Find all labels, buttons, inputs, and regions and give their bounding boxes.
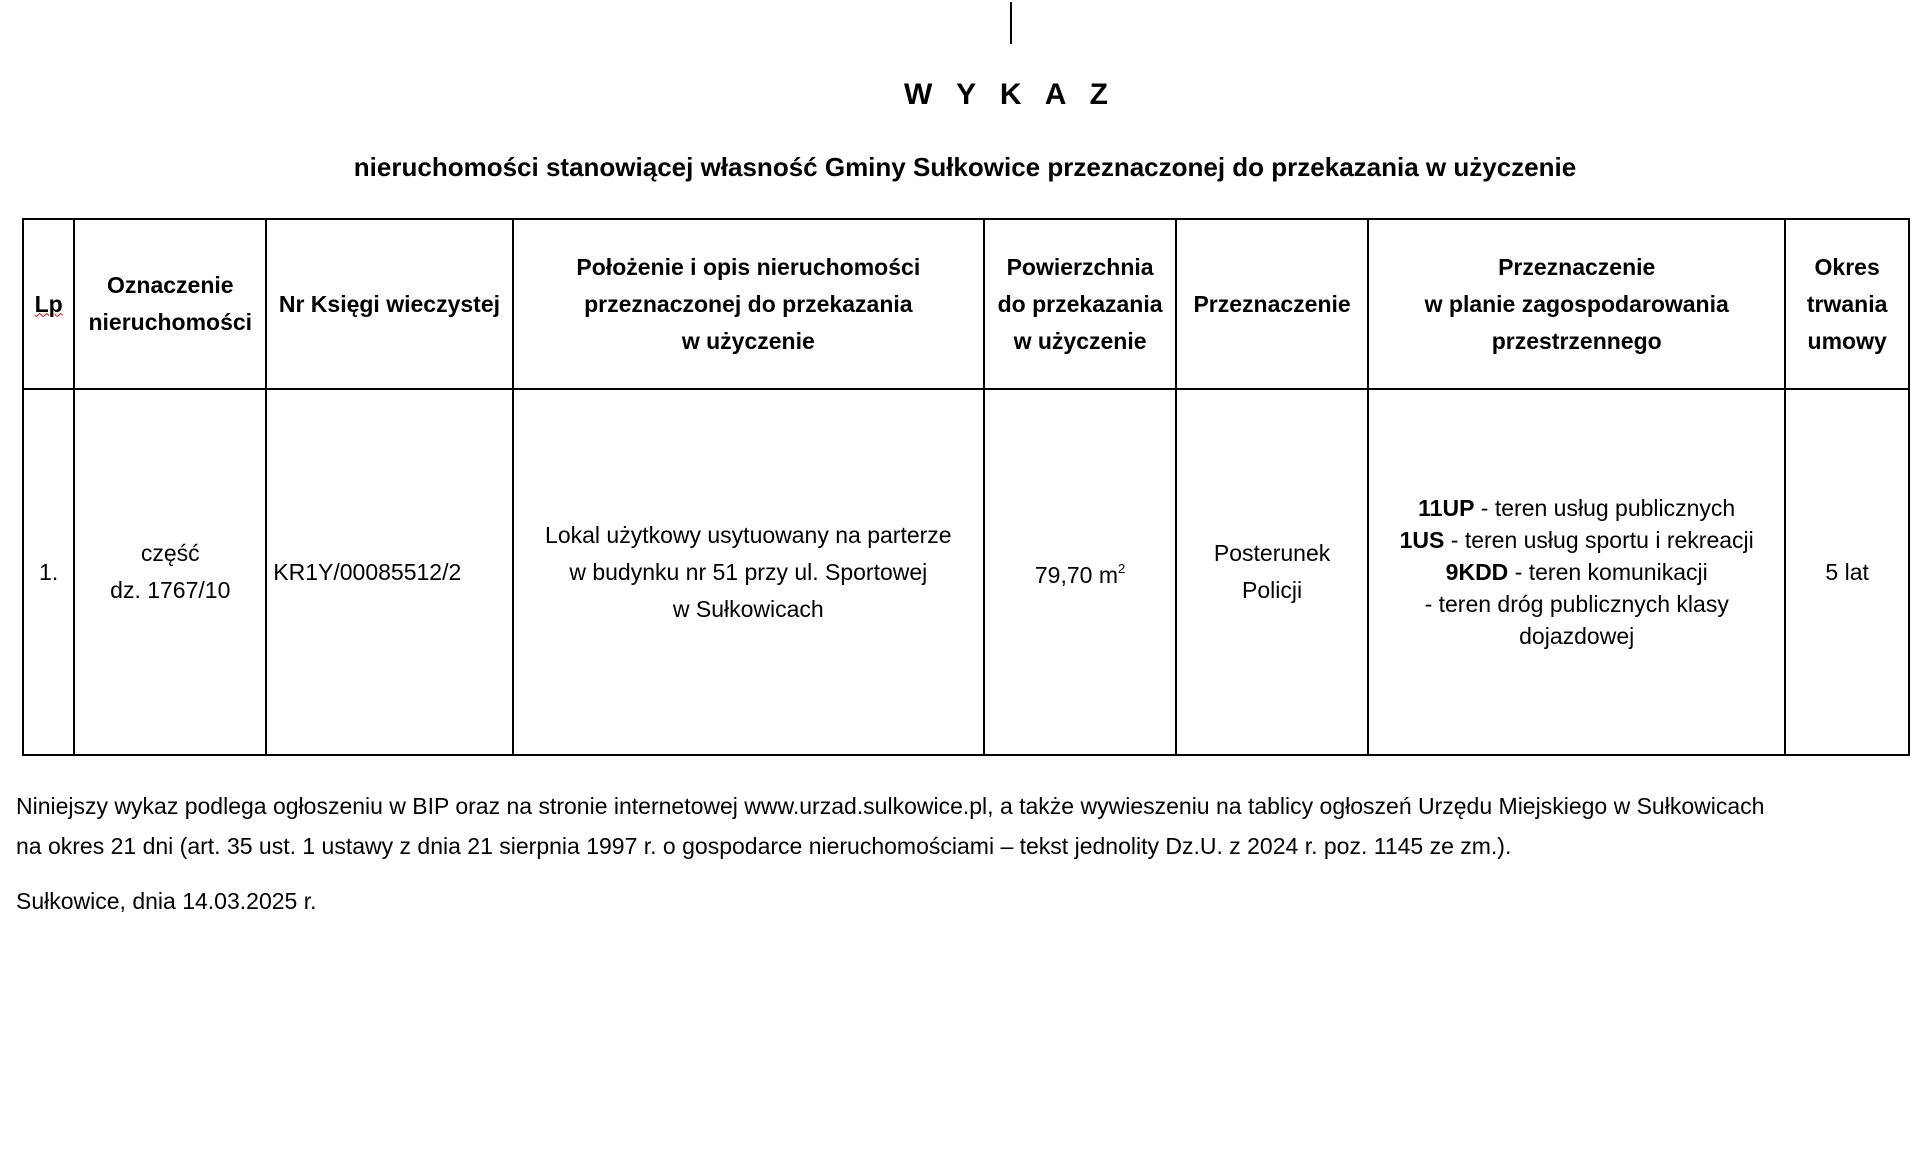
cell-opis-line-3: w Sułkowicach bbox=[672, 595, 824, 622]
header-plan-line-2: w planie zagospodarowania bbox=[1424, 290, 1729, 317]
header-okres-line-1: Okres bbox=[1814, 253, 1880, 280]
cell-oznaczenie bbox=[74, 389, 266, 755]
header-przeznaczenie-label: Przeznaczenie bbox=[1193, 290, 1351, 317]
plan-entry bbox=[1375, 524, 1778, 556]
plan-zone-desc: - teren komunikacji bbox=[1508, 559, 1708, 585]
cell-przeznaczenie-line-2: Policji bbox=[1242, 577, 1303, 603]
header-przeznaczenie bbox=[1176, 219, 1368, 389]
plan-entry bbox=[1375, 556, 1778, 588]
document-title: W Y K A Z bbox=[903, 78, 1116, 111]
cell-przeznaczenie bbox=[1176, 389, 1368, 755]
header-ksiega-label: Nr Księgi wieczystej bbox=[278, 290, 500, 317]
cell-powierzchnia-exponent: 2 bbox=[1118, 561, 1126, 576]
header-powierzchnia-line-3: w użyczenie bbox=[1013, 327, 1147, 354]
plan-entry bbox=[1375, 492, 1778, 524]
cell-powierzchnia bbox=[984, 389, 1176, 755]
plan-entry bbox=[1375, 620, 1778, 652]
header-oznaczenie-line-2: nieruchomości bbox=[88, 309, 253, 335]
cell-opis-line-1: Lokal użytkowy usytuowany na parterze bbox=[545, 521, 952, 548]
table-header-row bbox=[23, 219, 1909, 389]
cell-oznaczenie-line-1: część bbox=[140, 540, 200, 566]
header-powierzchnia-line-2: do przekazania bbox=[997, 290, 1163, 317]
cell-lp-value: 1. bbox=[39, 558, 59, 585]
header-lp-label: Lp bbox=[34, 290, 63, 317]
plan-entry bbox=[1375, 588, 1778, 620]
cell-okres-value: 5 lat bbox=[1825, 558, 1869, 585]
header-oznaczenie bbox=[74, 219, 266, 389]
place-and-date: Sułkowice, dnia 14.03.2025 r. bbox=[16, 888, 317, 914]
document-subtitle: nieruchomości stanowiącej własność Gminy Sułkowice przeznaczonej do przekazania w użyczenie bbox=[353, 152, 1577, 182]
table-row bbox=[23, 389, 1909, 755]
cell-opis bbox=[513, 389, 984, 755]
publication-note bbox=[16, 786, 1916, 866]
plan-zone-desc: - teren usług sportu i rekreacji bbox=[1444, 527, 1754, 553]
plan-zone-code: 11UP bbox=[1418, 495, 1475, 521]
header-okres bbox=[1785, 219, 1909, 389]
header-powierzchnia-line-1: Powierzchnia bbox=[1006, 253, 1154, 280]
cell-przeznaczenie-line-1: Posterunek bbox=[1213, 540, 1331, 566]
cell-opis-line-2: w budynku nr 51 przy ul. Sportowej bbox=[569, 558, 928, 585]
cell-oznaczenie-line-2: dz. 1767/10 bbox=[110, 577, 231, 603]
plan-zone-desc: - teren usług publicznych bbox=[1474, 495, 1736, 521]
header-okres-line-2: trwania bbox=[1806, 290, 1888, 317]
header-plan-line-1: Przeznaczenie bbox=[1498, 253, 1656, 280]
header-polozenie-line-2: przeznaczonej do przekazania bbox=[584, 290, 913, 317]
header-plan bbox=[1368, 219, 1785, 389]
publication-note-line-2: na okres 21 dni (art. 35 ust. 1 ustawy z dnia 21 sierpnia 1997 r. o gospodarce nieruchomościami – tekst jednolity Dz.U. z 2024 r. poz. 1145 ze zm.). bbox=[16, 833, 1512, 859]
cell-okres bbox=[1785, 389, 1909, 755]
header-okres-line-3: umowy bbox=[1807, 327, 1887, 354]
header-oznaczenie-line-1: Oznaczenie bbox=[107, 272, 234, 298]
header-polozenie-line-3: w użyczenie bbox=[681, 327, 815, 354]
header-powierzchnia bbox=[984, 219, 1176, 389]
header-polozenie-line-1: Położenie i opis nieruchomości bbox=[576, 253, 921, 280]
plan-zone-code: 1US bbox=[1399, 527, 1445, 553]
plan-zone-desc: dojazdowej bbox=[1519, 623, 1635, 649]
header-ksiega bbox=[266, 219, 512, 389]
cell-ksiega-value: KR1Y/00085512/2 bbox=[273, 558, 462, 585]
header-polozenie bbox=[513, 219, 984, 389]
cell-lp bbox=[23, 389, 74, 755]
header-plan-line-3: przestrzennego bbox=[1491, 327, 1662, 354]
cell-ksiega bbox=[266, 389, 512, 755]
header-lp bbox=[23, 219, 74, 389]
publication-note-line-1: Niniejszy wykaz podlega ogłoszeniu w BIP oraz na stronie internetowej www.urzad.sulkowice.pl, a także wywieszeniu na tablicy ogłoszeń Urzędu Miejskiego w Sułkowicach bbox=[16, 793, 1765, 819]
plan-zone-desc: - teren dróg publicznych klasy bbox=[1424, 591, 1729, 617]
text-cursor bbox=[1010, 2, 1012, 44]
property-table bbox=[22, 218, 1910, 756]
cell-plan bbox=[1368, 389, 1785, 755]
plan-zone-code: 9KDD bbox=[1445, 559, 1509, 585]
cell-powierzchnia-value: 79,70 m bbox=[1034, 562, 1118, 588]
